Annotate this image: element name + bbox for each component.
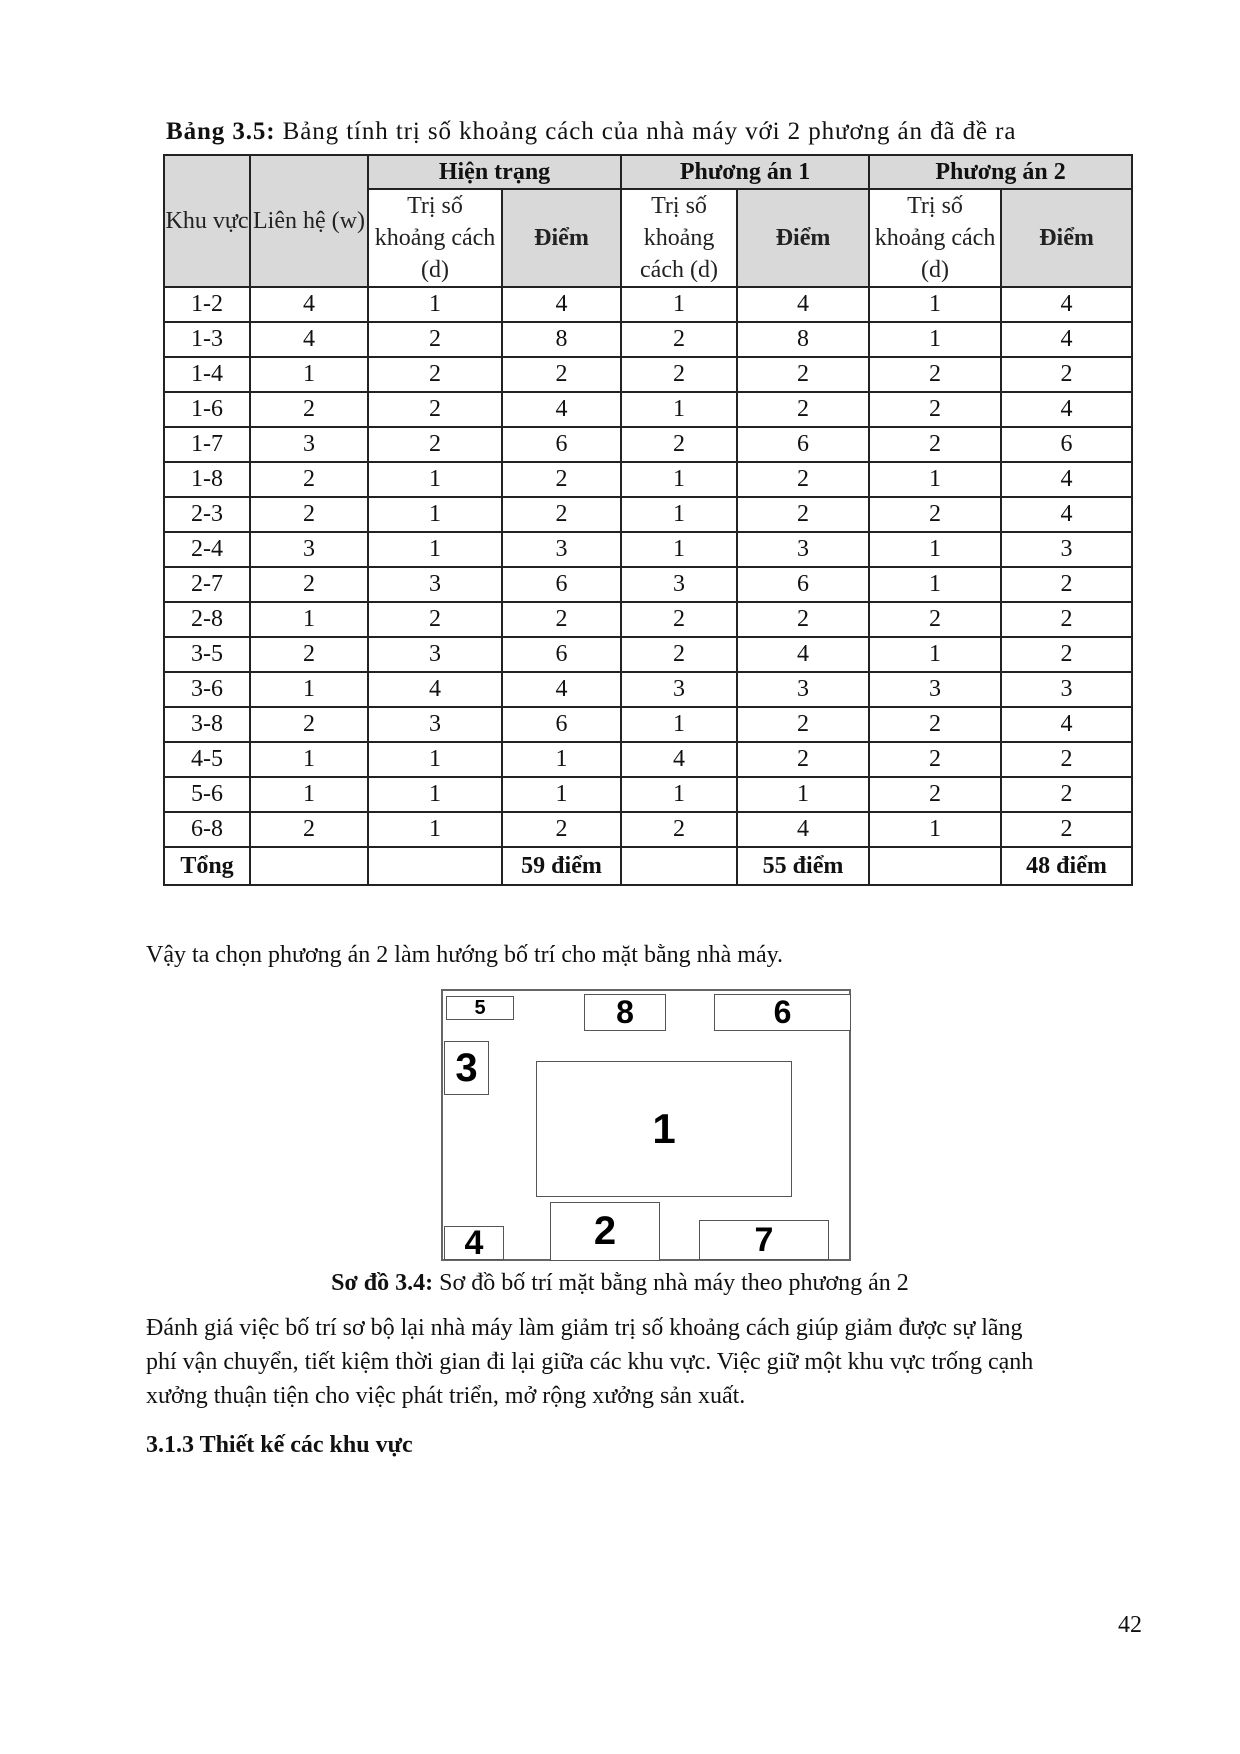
table-cell: 4: [621, 742, 737, 777]
table-row: [164, 707, 1132, 742]
conclusion-text: Vậy ta chọn phương án 2 làm hướng bố trí cho mặt bằng nhà máy.: [146, 942, 784, 968]
table-row: [164, 532, 1132, 567]
table-cell: 1: [368, 462, 502, 497]
table-cell: 1: [869, 287, 1001, 322]
table-cell: 2: [869, 427, 1001, 462]
table-cell: 4: [1001, 462, 1132, 497]
header-distance: Trị số khoảng cách (d): [621, 189, 737, 287]
section-heading: 3.1.3 Thiết kế các khu vực: [146, 1432, 413, 1458]
table-row: [164, 777, 1132, 812]
zone-4: 4: [444, 1226, 504, 1260]
table-cell: 1: [621, 462, 737, 497]
figure-caption-text: Sơ đồ bố trí mặt bằng nhà máy theo phương án 2: [439, 1270, 909, 1296]
table-cell: 2: [737, 742, 869, 777]
header-khu-vuc: Khu vực: [164, 155, 250, 287]
table-cell: 2: [1001, 567, 1132, 602]
table-row: [164, 462, 1132, 497]
table-cell: 5-6: [164, 777, 250, 812]
table-cell: 3: [1001, 672, 1132, 707]
table-cell: 4-5: [164, 742, 250, 777]
distance-table: [163, 154, 1133, 886]
table-cell: 2: [737, 392, 869, 427]
zone-6: 6: [714, 994, 851, 1031]
header-phuong-an-2: Phương án 2: [869, 155, 1132, 189]
table-cell: 2: [1001, 602, 1132, 637]
table-cell: 2: [502, 602, 621, 637]
table-cell: 8: [737, 322, 869, 357]
header-score: Điểm: [502, 189, 621, 287]
table-cell: 2: [621, 427, 737, 462]
table-cell: 2: [1001, 812, 1132, 847]
table-cell: 2: [368, 357, 502, 392]
table-cell: 2: [250, 497, 368, 532]
table-cell: 1: [368, 812, 502, 847]
table-cell: 2: [621, 357, 737, 392]
table-cell: 2: [250, 637, 368, 672]
table-cell: 1-7: [164, 427, 250, 462]
table-cell: 2: [1001, 357, 1132, 392]
table-caption: [166, 118, 1016, 146]
zone-7: 7: [699, 1220, 829, 1260]
table-cell: 2: [737, 707, 869, 742]
table-cell: 6: [737, 427, 869, 462]
table-cell: 1: [368, 777, 502, 812]
table-cell: 1: [368, 742, 502, 777]
table-cell: 1: [869, 462, 1001, 497]
table-cell: 3-6: [164, 672, 250, 707]
table-cell: 2: [869, 707, 1001, 742]
table-cell: 1: [869, 567, 1001, 602]
table-caption-label: Bảng 3.5:: [166, 118, 276, 145]
table-cell: 3: [1001, 532, 1132, 567]
table-cell: 4: [1001, 287, 1132, 322]
table-cell: 1: [502, 777, 621, 812]
table-cell: 6: [502, 707, 621, 742]
table-cell: 1: [869, 812, 1001, 847]
table-cell: 6: [737, 567, 869, 602]
table-cell: 6: [502, 567, 621, 602]
table-cell: 1: [621, 777, 737, 812]
table-cell: 6-8: [164, 812, 250, 847]
table-cell: 2: [869, 357, 1001, 392]
table-cell: 4: [737, 637, 869, 672]
table-cell: 1-4: [164, 357, 250, 392]
table-cell: 4: [737, 287, 869, 322]
total-pa1: 55 điểm: [737, 847, 869, 885]
table-cell: 1: [368, 497, 502, 532]
zone-1: 1: [536, 1061, 792, 1197]
table-cell: 3: [869, 672, 1001, 707]
table-cell: 2-7: [164, 567, 250, 602]
figure-caption-label: Sơ đồ 3.4:: [331, 1270, 434, 1296]
table-cell: 2: [1001, 777, 1132, 812]
table-row: [164, 672, 1132, 707]
table-cell: 2: [250, 567, 368, 602]
table-cell: 3: [368, 637, 502, 672]
table-cell: 3-8: [164, 707, 250, 742]
table-cell: 8: [502, 322, 621, 357]
table-cell: 3: [737, 672, 869, 707]
table-cell: 1: [621, 532, 737, 567]
table-cell: 2: [368, 322, 502, 357]
table-cell: 2: [368, 427, 502, 462]
table-cell: 4: [502, 287, 621, 322]
table-cell: 1: [737, 777, 869, 812]
table-cell: 3: [621, 567, 737, 602]
table-cell: 1: [869, 637, 1001, 672]
total-cell: [250, 847, 368, 885]
table-cell: 4: [502, 672, 621, 707]
table-row: [164, 392, 1132, 427]
table-cell: 3: [368, 707, 502, 742]
table-cell: 1: [869, 532, 1001, 567]
table-cell: 1: [250, 742, 368, 777]
zone-2: 2: [550, 1202, 660, 1261]
table-cell: 1: [250, 777, 368, 812]
total-pa2: 48 điểm: [1001, 847, 1132, 885]
table-cell: 2: [502, 812, 621, 847]
evaluation-line-2: phí vận chuyển, tiết kiệm thời gian đi lại giữa các khu vực. Việc giữ một khu vực trống cạnh: [146, 1349, 1034, 1375]
table-row: [164, 812, 1132, 847]
table-cell: 3-5: [164, 637, 250, 672]
table-cell: 2: [368, 392, 502, 427]
table-cell: 1: [621, 707, 737, 742]
table-cell: 2: [737, 497, 869, 532]
table-cell: 3: [250, 427, 368, 462]
table-cell: 2: [1001, 637, 1132, 672]
table-cell: 4: [1001, 392, 1132, 427]
table-cell: 2: [869, 742, 1001, 777]
table-cell: 2-3: [164, 497, 250, 532]
table-cell: 3: [621, 672, 737, 707]
table-cell: 2: [869, 777, 1001, 812]
table-caption-text: Bảng tính trị số khoảng cách của nhà máy với 2 phương án đã đề ra: [282, 118, 1017, 145]
table-cell: 6: [502, 637, 621, 672]
header-score: Điểm: [737, 189, 869, 287]
table-row: [164, 637, 1132, 672]
table-row: [164, 567, 1132, 602]
table-cell: 2-4: [164, 532, 250, 567]
table-cell: 4: [250, 287, 368, 322]
table-cell: 1-3: [164, 322, 250, 357]
table-cell: 1: [869, 322, 1001, 357]
total-hien-trang: 59 điểm: [502, 847, 621, 885]
table-cell: 4: [1001, 322, 1132, 357]
table-cell: 3: [368, 567, 502, 602]
total-label: Tổng: [164, 847, 250, 885]
header-lien-he: Liên hệ (w): [250, 155, 368, 287]
table-cell: 2: [621, 637, 737, 672]
table-cell: 4: [502, 392, 621, 427]
table-row: [164, 322, 1132, 357]
table-cell: 2: [869, 497, 1001, 532]
table-cell: 1-8: [164, 462, 250, 497]
table-cell: 3: [502, 532, 621, 567]
table-cell: 4: [1001, 497, 1132, 532]
table-cell: 2: [250, 812, 368, 847]
table-cell: 2: [737, 357, 869, 392]
table-cell: 2: [502, 357, 621, 392]
table-cell: 1: [502, 742, 621, 777]
table-cell: 1: [621, 287, 737, 322]
table-cell: 1: [621, 392, 737, 427]
evaluation-line-1: Đánh giá việc bố trí sơ bộ lại nhà máy làm giảm trị số khoảng cách giúp giảm được sự lãng: [146, 1315, 1023, 1341]
table-cell: 3: [250, 532, 368, 567]
table-cell: 2-8: [164, 602, 250, 637]
total-cell: [368, 847, 502, 885]
table-cell: 1-2: [164, 287, 250, 322]
evaluation-line-3: xưởng thuận tiện cho việc phát triển, mở rộng xưởng sản xuất.: [146, 1383, 746, 1409]
table-cell: 2: [250, 392, 368, 427]
layout-diagram: [441, 989, 851, 1261]
table-cell: 2: [621, 322, 737, 357]
table-cell: 2: [368, 602, 502, 637]
header-distance: Trị số khoảng cách (d): [869, 189, 1001, 287]
table-cell: 6: [502, 427, 621, 462]
header-distance: Trị số khoảng cách (d): [368, 189, 502, 287]
table-row: [164, 287, 1132, 322]
table-cell: 2: [737, 602, 869, 637]
table-cell: 1: [250, 357, 368, 392]
header-hien-trang: Hiện trạng: [368, 155, 621, 189]
table-row: [164, 427, 1132, 462]
figure-caption: [0, 1270, 1240, 1297]
table-row: [164, 357, 1132, 392]
table-row: [164, 497, 1132, 532]
header-phuong-an-1: Phương án 1: [621, 155, 869, 189]
table-cell: 2: [250, 462, 368, 497]
table-cell: 2: [737, 462, 869, 497]
zone-8: 8: [584, 994, 666, 1031]
table-row: [164, 742, 1132, 777]
total-cell: [869, 847, 1001, 885]
page-number: 42: [1118, 1612, 1142, 1638]
table-cell: 6: [1001, 427, 1132, 462]
table-row: [164, 602, 1132, 637]
table-cell: 2: [250, 707, 368, 742]
table-cell: 4: [737, 812, 869, 847]
table-cell: 2: [869, 602, 1001, 637]
table-cell: 4: [368, 672, 502, 707]
table-cell: 2: [1001, 742, 1132, 777]
table-cell: 1: [250, 602, 368, 637]
table-cell: 1: [368, 287, 502, 322]
table-cell: 2: [502, 497, 621, 532]
table-cell: 2: [621, 812, 737, 847]
total-cell: [621, 847, 737, 885]
header-score: Điểm: [1001, 189, 1132, 287]
table-cell: 2: [869, 392, 1001, 427]
table-cell: 2: [502, 462, 621, 497]
table-cell: 3: [737, 532, 869, 567]
table-cell: 1: [250, 672, 368, 707]
table-cell: 1: [621, 497, 737, 532]
zone-5: 5: [446, 996, 514, 1020]
zone-3: 3: [444, 1041, 489, 1095]
table-cell: 4: [250, 322, 368, 357]
table-cell: 1-6: [164, 392, 250, 427]
table-cell: 4: [1001, 707, 1132, 742]
table-cell: 1: [368, 532, 502, 567]
table-cell: 2: [621, 602, 737, 637]
